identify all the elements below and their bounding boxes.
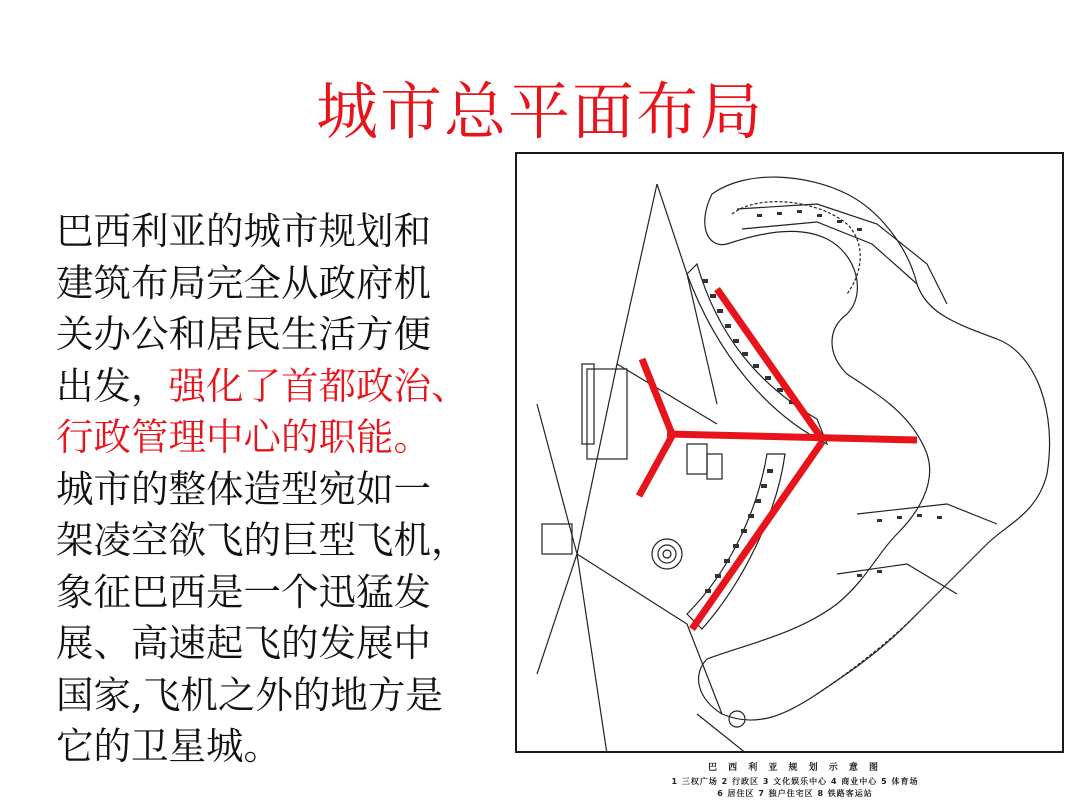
slide-title: 城市总平面布局 [315, 75, 764, 148]
highway-west [577, 184, 657, 753]
south-wing-line [692, 442, 822, 629]
tail-upper-line [642, 359, 672, 434]
north-wing-line [717, 289, 822, 439]
map-caption [560, 760, 1030, 800]
lake-shoreline [699, 177, 1050, 720]
body-text-part1: 巴西利亚的城市规划和 建筑布局完全从政府机 关办公和居民生活方便 出发， [56, 209, 431, 408]
body-text-part2: 城市的整体造型宛如一 架凌空欲飞的巨型飞机， 象征巴西是一个迅猛发 展、高速起飞的发展中 国家,飞机之外的地方是 它的卫星城。 [56, 466, 469, 768]
map-caption-title: 巴 西 利 亚 规 划 示 意 图 [707, 763, 883, 773]
airplane-overlay [639, 289, 917, 629]
south-wing [687, 454, 785, 629]
main-axis-line [667, 434, 917, 440]
map-legend-line-2: 6 居住区 7 独户住宅区 8 铁路客运站 [717, 789, 873, 798]
map-legend-line-1: 1 三权广场 2 行政区 3 文化娱乐中心 4 商业中心 5 体育场 [671, 777, 919, 786]
city-plan-map [515, 152, 1064, 753]
body-text [56, 206, 506, 773]
body-text-highlight: 强化了首都政治、 行政管理中心的职能。 [56, 363, 469, 459]
tail-lower-line [639, 436, 672, 496]
spiral-feature [652, 539, 682, 569]
map-drawing [517, 154, 1064, 753]
